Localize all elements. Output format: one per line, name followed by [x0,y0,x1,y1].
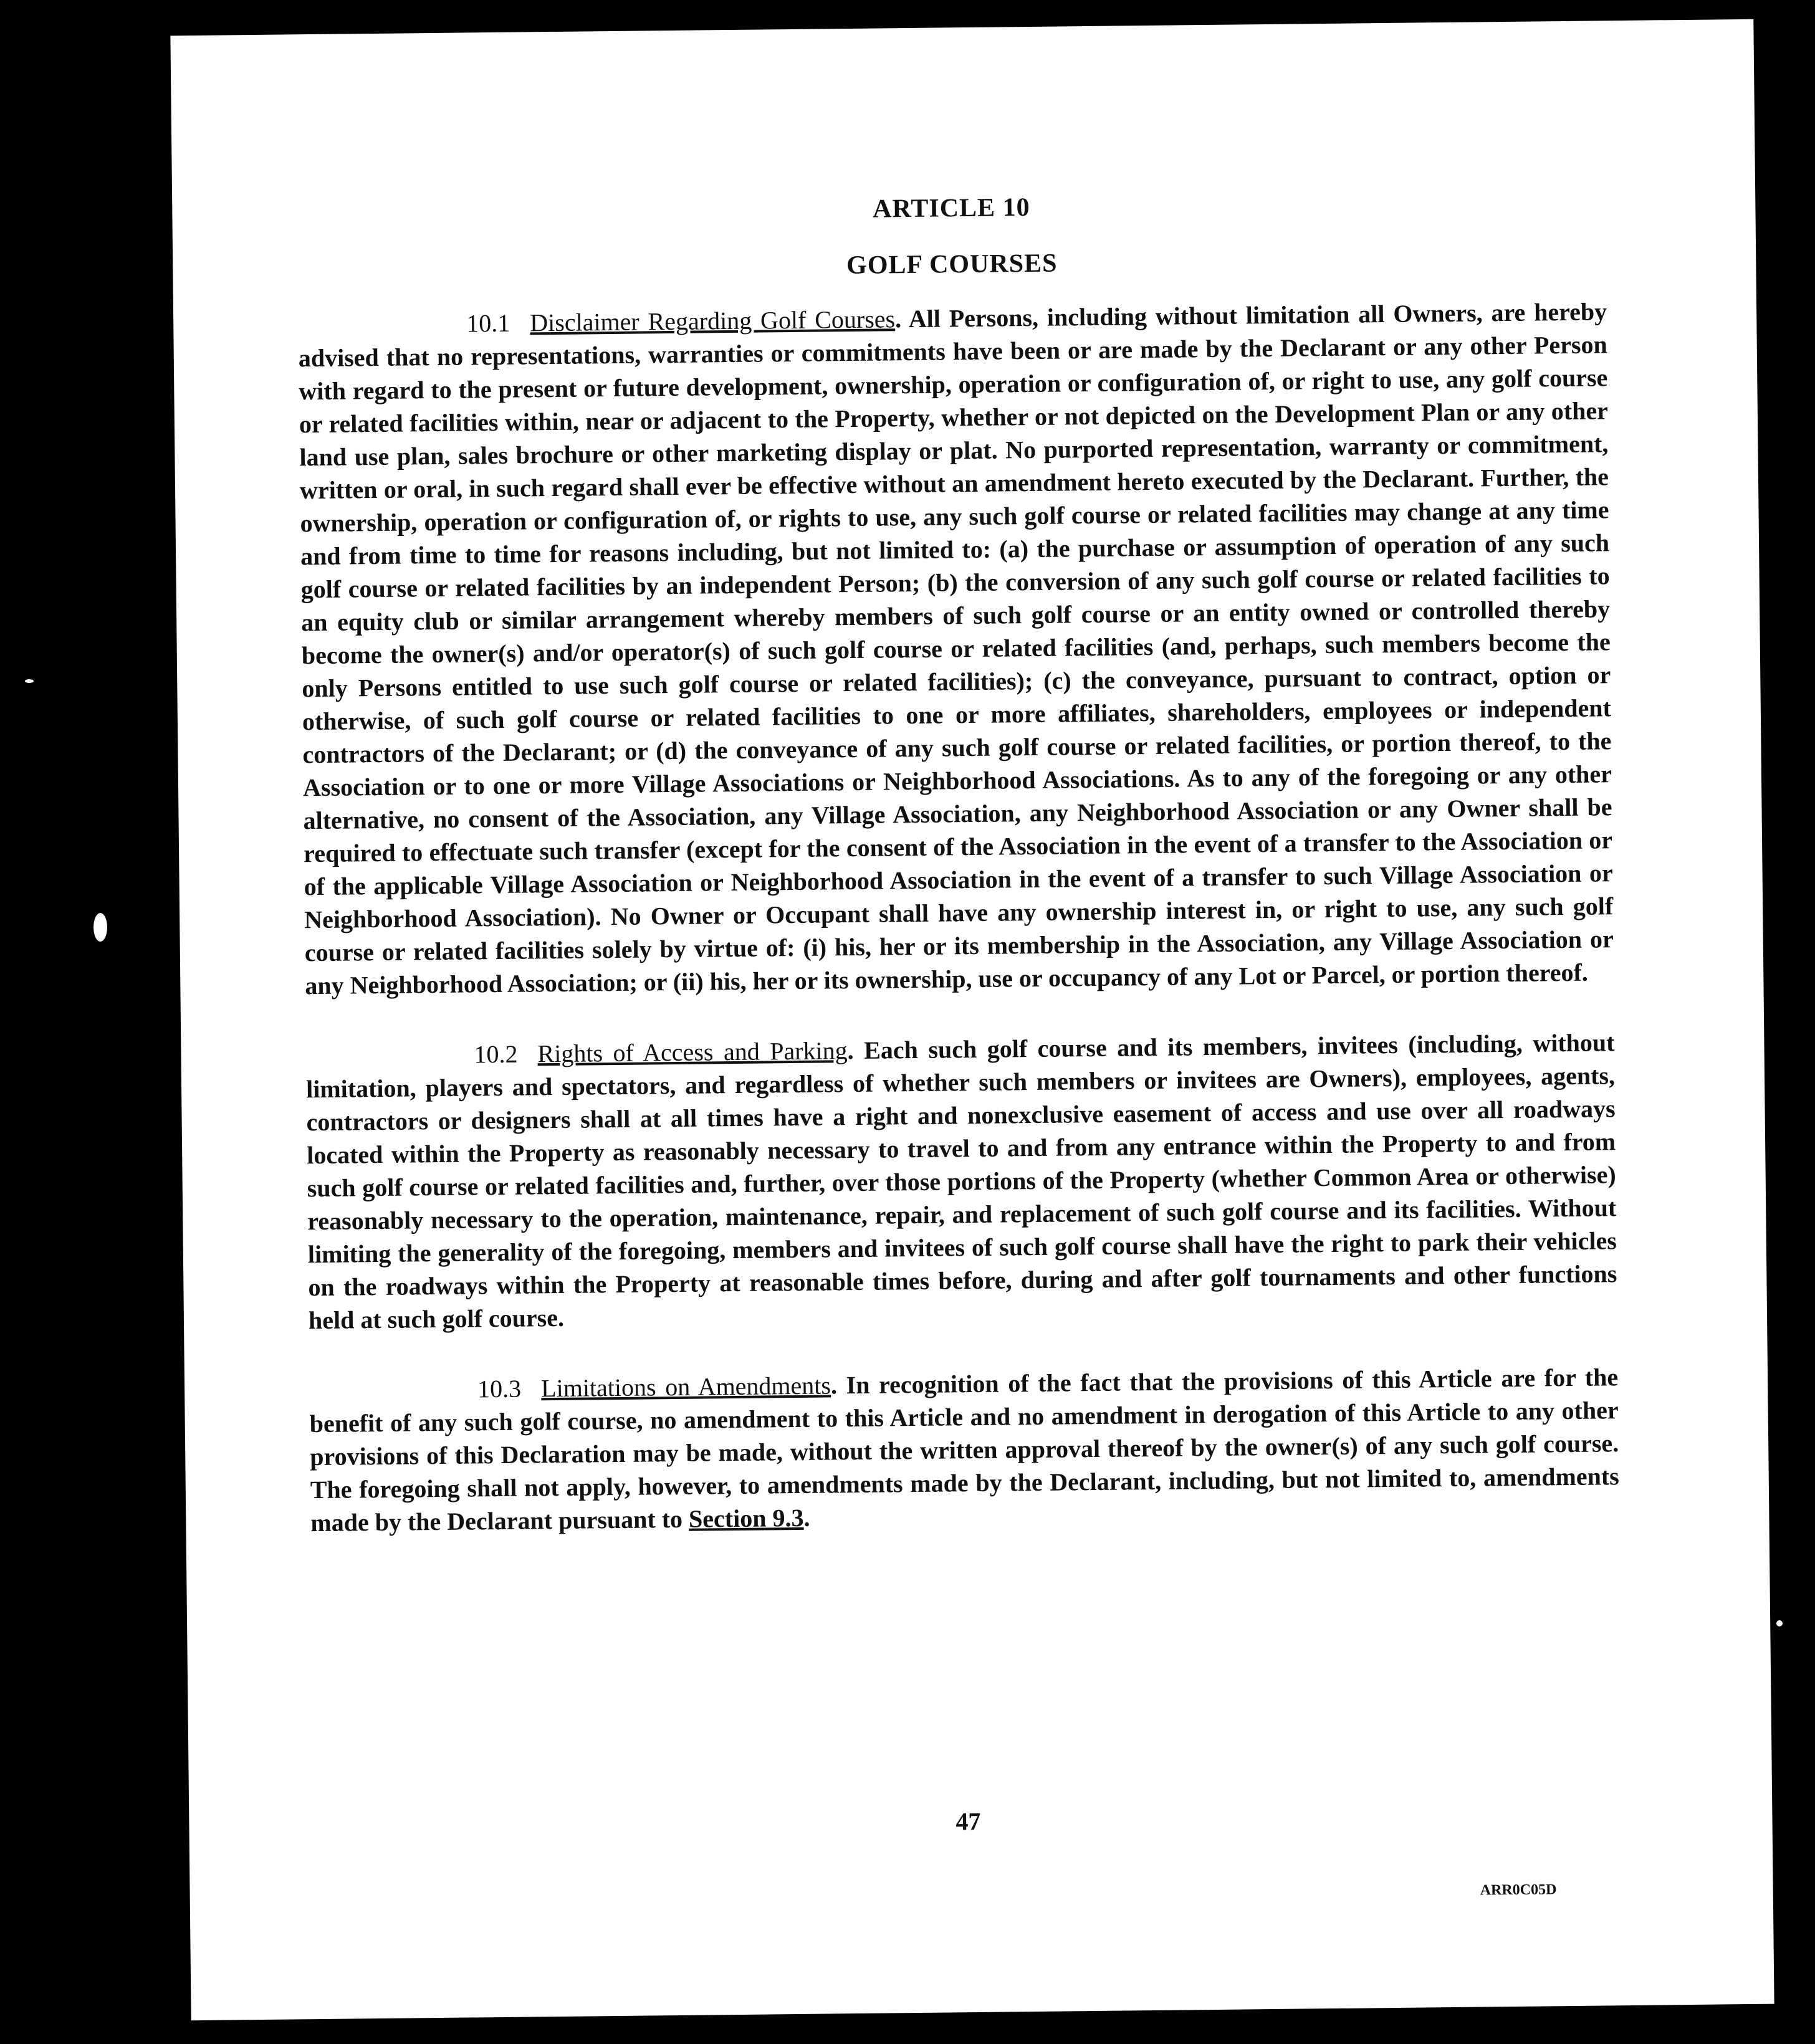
section-title: Limitations on Amendments [540,1371,831,1403]
article-number: ARTICLE 10 [872,193,1030,224]
document-body [297,158,1620,1899]
section-10-3 [309,1360,1620,1539]
section-number: 10.1 [466,308,510,338]
section-body: . Each such golf course and its members, invitees (including, without limitation, players and spectators, and regardless of whether such members or invitees are Owners), employees, agents, contractors or designers shall at all times have a right and nonexclusive easement of access and use over all roadways located within the Property as reasonably necessary to travel to and from any entrance within the Property to and from such golf course or related facilities and, further, over those portions of the Property (whether Common Area or otherwise) reasonably necessary to the operation, maintenance, repair, and replacement of such golf course and its facilities. Without limiting the generality of the foregoing, members and invitees of such golf course shall have the right to park their vehicles on the roadways within the Property at reasonable times before, during and after golf tournaments and other functions held at such golf course. [305,1028,1617,1335]
section-body: . In recognition of the fact that the provisions of this Article are for the benefit of any such golf course, no amendment to this Article and no amendment in derogation of this Article to any other provisions of this Declaration may be made, without the written approval thereof by the owner(s) of any such golf course. The foregoing shall not apply, however, to amendments made by the Declarant, including, but not limited to, amendments made by the Declarant pursuant to [309,1363,1619,1537]
document-page [170,19,1774,2020]
section-10-1 [298,295,1614,1002]
page-number: 47 [955,1807,981,1836]
article-title: GOLF COURSES [846,249,1058,280]
section-body: . All Persons, including without limitation all Owners, are hereby advised that no representations, warranties or commitments have been or are made by the Declarant or any other Person with regard to the present or future development, ownership, operation or configuration of, or right to use, any golf course or related facilities within, near or adjacent to the Property, whether or not depicted on the Development Plan or any other land use plan, sales brochure or other marketing display or plat. No purported representation, warranty or commitment, written or oral, in such regard shall ever be effective without an amendment hereto executed by the Declarant. Further, the ownership, operation or configuration of, or rights to use, any such golf course or related facilities may change at any time and from time to time for reasons including, but not limited to: (a) the purchase or assumption of operation of any such golf course or related facilities by an independent Person; (b) the conversion of any such golf course or related facilities to an equity club or similar arrangement whereby members of such golf course or an entity owned or controlled thereby become the owner(s) and/or operator(s) of such golf course or related facilities (and, perhaps, such members become the only Persons entitled to use such golf course or related facilities); (c) the conveyance, pursuant to contract, option or otherwise, of such golf course or related facilities to one or more affiliates, shareholders, employees or independent contractors of the Declarant; or (d) the conveyance of any such golf course or related facilities, or portion thereof, to the Association or to one or more Village Associations or Neighborhood Associations. As to any of the foregoing or any other alternative, no consent of the Association, any Village Association, any Neighborhood Association or any Owner shall be required to effectuate such transfer (except for the consent of the Association in the event of a transfer to the Association or of the applicable Village Association or Neighborhood Association in the event of a transfer to such Village Association or Neighborhood Association). No Owner or Occupant shall have any ownership interest in, or right to use, any such golf course or related facilities solely by virtue of: (i) his, her or its membership in the Association, any Village Association or any Neighborhood Association; or (ii) his, her or its ownership, use or occupancy of any Lot or Parcel, or portion thereof. [298,297,1614,1000]
section-10-2 [305,1026,1617,1337]
section-end-punctuation: . [803,1503,810,1532]
scan-speck [93,913,107,942]
scan-speck [1776,1620,1783,1626]
section-reference: Section 9.3 [688,1503,804,1533]
section-number: 10.2 [474,1039,518,1069]
scan-speck [25,679,34,683]
section-title: Rights of Access and Parking [537,1036,848,1068]
section-title: Disclaimer Regarding Golf Courses [530,305,896,337]
section-number: 10.3 [477,1374,522,1403]
document-code: ARR0C05D [1480,1881,1557,1899]
